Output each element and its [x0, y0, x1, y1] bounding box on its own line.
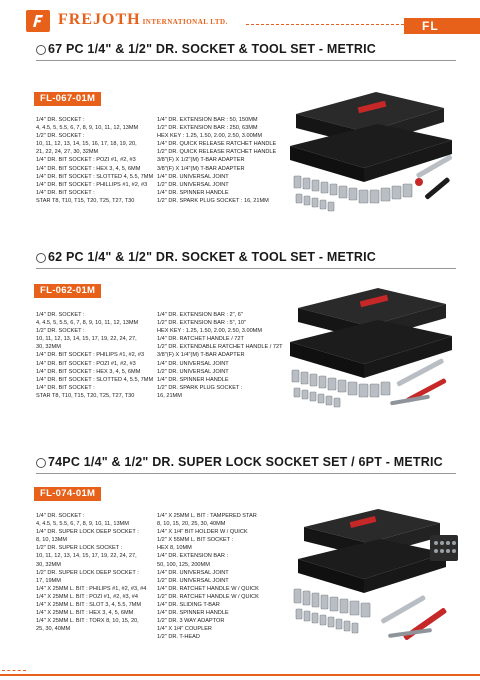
- spec-line: 1/2" DR. QUICK RELEASE RATCHET HANDLE: [157, 149, 277, 156]
- spec-line: 4, 4.5, 5, 5.5, 6, 7, 8, 9, 10, 11, 12, 13MM: [36, 320, 139, 327]
- product-photo: [286, 86, 456, 216]
- spec-line: 1/4" DR. SOCKET :: [36, 312, 85, 318]
- spec-line: 1/2" DR. UNIVERSAL JOINT: [157, 368, 229, 375]
- spec-line: 1/4" X 1/4" COUPLER: [157, 626, 212, 633]
- spec-line: 1/4" DR. BIT SOCKET :: [36, 384, 95, 391]
- section-divider: [36, 268, 456, 269]
- model-badge: FL-074-01M: [34, 487, 101, 501]
- spec-line: 1/4" DR. QUICK RELEASE RATCHET HANDLE: [157, 141, 277, 148]
- bullet-circle-icon: [36, 253, 46, 263]
- spec-line: 21, 22, 24, 27, 30, 32MM: [36, 149, 99, 156]
- spec-line: 1/2" DR. SUPER LOCK DEEP SOCKET :: [36, 569, 139, 576]
- product-photo: [286, 284, 456, 414]
- bullet-circle-icon: [36, 45, 46, 55]
- spec-line: 1/4" X 25MM L. BIT : TORX 8, 10, 15, 20,: [36, 618, 139, 625]
- spec-line: 1/4" DR. BIT SOCKET : SLOTTED 4, 5.5, 7MM: [36, 173, 154, 180]
- spec-line: 1/2" DR. SPARK PLUG SOCKET : 16, 21MM: [157, 197, 269, 204]
- page-header: [0, 0, 480, 40]
- spec-line: 1/4" DR. SPINNER HANDLE: [157, 610, 229, 617]
- spec-line: 10, 11, 12, 13, 14, 15, 17, 19, 22, 24, 27,: [36, 336, 137, 343]
- spec-line: 30, 32MM: [36, 561, 61, 568]
- spec-line: 3/8"(F) X 1/4"(M) T-BAR ADAPTER: [157, 165, 245, 172]
- spec-line: 3/8"(F) X 1/2"(M) T-BAR ADAPTER: [157, 157, 245, 164]
- spec-line: 1/4" X 25MM L. BIT : TAMPERED STAR: [157, 513, 257, 519]
- spec-line: 1/4" DR. BIT SOCKET : POZI #1, #2, #3: [36, 360, 136, 367]
- spec-line: HEX KEY : 1.25, 1.50, 2.00, 2.50, 3.00MM: [157, 133, 262, 140]
- spec-line: 1/4" DR. UNIVERSAL JOINT: [157, 173, 229, 180]
- spec-line: 3/8"(F) X 1/4"(M) T-BAR ADAPTER: [157, 352, 245, 359]
- spec-line: 1/4" DR. SLIDING T-BAR: [157, 602, 220, 609]
- spec-line: 1/4" DR. SPINNER HANDLE: [157, 376, 229, 383]
- model-badge: FL-067-01M: [34, 92, 101, 106]
- spec-list-right: [157, 512, 259, 642]
- spec-line: 1/4" X 25MM L. BIT : POZI #1, #2, #3, #4: [36, 593, 138, 600]
- spec-line: 1/4" X 25MM L. BIT : PHILIPS #1, #2, #3, #4: [36, 585, 147, 592]
- spec-line: 1/4" DR. BIT SOCKET : POZI #1, #2, #3: [36, 157, 136, 164]
- spec-line: 10, 11, 12, 13, 14, 15, 17, 19, 22, 24, 27,: [36, 553, 137, 560]
- spec-line: STAR T8, T10, T15, T20, T25, T27, T30: [36, 392, 135, 399]
- section-title: 62 PC 1/4" & 1/2" DR. SOCKET & TOOL SET - METRIC: [36, 250, 376, 266]
- spec-line: 1/4" DR. RATCHET HANDLE / 72T: [157, 336, 244, 343]
- spec-line: 8, 10, 15, 20, 25, 30, 40MM: [157, 521, 226, 528]
- spec-line: 1/4" DR. BIT SOCKET : HEX 3, 4, 5, 6MM: [36, 368, 141, 375]
- spec-line: 1/4" DR. SOCKET :: [36, 513, 85, 519]
- spec-line: 1/4" DR. UNIVERSAL JOINT: [157, 569, 229, 576]
- brand-logo: [26, 10, 50, 32]
- product-photo: [290, 505, 460, 645]
- spec-list-left: [36, 512, 146, 633]
- section-divider: [36, 60, 456, 61]
- spec-line: 1/4" DR. SOCKET :: [36, 117, 85, 123]
- spec-line: 1/2" X 55MM L. BIT SOCKET :: [157, 537, 234, 544]
- spec-line: 1/2" DR. EXTENSION BAR : 5", 10": [157, 320, 246, 327]
- spec-list-left: [36, 311, 153, 400]
- spec-line: 1/4" X 25MM L. BIT : SLOT 3, 4, 5.5, 7MM: [36, 602, 141, 609]
- spec-line: 10, 11, 12, 13, 14, 15, 16, 17, 18, 19, 20,: [36, 141, 137, 148]
- logo-mark-icon: [29, 12, 47, 30]
- spec-line: 50, 100, 125, 200MM: [157, 561, 210, 568]
- spec-line: STAR T8, T10, T15, T20, T25, T27, T30: [36, 197, 135, 204]
- spec-line: 1/2" DR. T-HEAD: [157, 634, 200, 641]
- spec-line: 1/4" DR. EXTENSION BAR : 2", 6": [157, 312, 243, 318]
- spec-line: 1/4" DR. BIT SOCKET : HEX 3, 4, 5, 6MM: [36, 165, 141, 172]
- spec-line: 8, 10, 13MM: [36, 537, 68, 544]
- model-badge: FL-062-01M: [34, 284, 101, 298]
- spec-line: 1/4" DR. EXTENSION BAR :: [157, 553, 228, 560]
- spec-line: 30, 32MM: [36, 344, 61, 351]
- spec-line: 16, 21MM: [157, 392, 182, 399]
- section-title: 67 PC 1/4" & 1/2" DR. SOCKET & TOOL SET - METRIC: [36, 42, 376, 58]
- section-tab: FL: [404, 18, 480, 34]
- spec-line: HEX KEY : 1.25, 1.50, 2.00, 2.50, 3.00MM: [157, 328, 262, 335]
- footer-rule: [0, 674, 480, 676]
- header-divider: [246, 24, 404, 25]
- spec-list-right: [157, 311, 283, 400]
- spec-line: 17, 19MM: [36, 577, 61, 584]
- spec-line: 1/2" DR. 3 WAY ADAPTOR: [157, 618, 225, 625]
- spec-line: 1/4" DR. SUPER LOCK DEEP SOCKET :: [36, 529, 139, 536]
- spec-line: 1/2" DR. SOCKET :: [36, 133, 85, 140]
- spec-line: 1/4" DR. EXTENSION BAR : 50, 150MM: [157, 117, 258, 123]
- spec-line: 1/2" DR. RATCHET HANDLE W / QUICK: [157, 593, 259, 600]
- spec-list-right: [157, 116, 276, 205]
- spec-line: 1/2" DR. EXTENSION BAR : 250, 63MM: [157, 125, 258, 132]
- section-divider: [36, 473, 456, 474]
- spec-line: HEX 8, 10MM: [157, 545, 192, 552]
- spec-line: 1/4" DR. SPINNER HANDLE: [157, 189, 229, 196]
- spec-line: 1/2" DR. SPARK PLUG SOCKET :: [157, 384, 243, 391]
- spec-line: 1/2" DR. SUPER LOCK SOCKET :: [36, 545, 123, 552]
- spec-line: 1/4" DR. BIT SOCKET : PHILLIPS #1, #2, #3: [36, 181, 148, 188]
- section-title: 74PC 1/4" & 1/2" DR. SUPER LOCK SOCKET SET / 6PT - METRIC: [36, 455, 443, 471]
- spec-line: 1/4" X 1/4" BIT HOLDER W / QUICK: [157, 529, 248, 536]
- spec-line: 1/4" DR. BIT SOCKET : PHILIPS #1, #2, #3: [36, 352, 145, 359]
- spec-line: 1/2" DR. EXTENDABLE RATCHET HANDLE / 72T: [157, 344, 283, 351]
- spec-line: 1/4" DR. RATCHET HANDLE W / QUICK: [157, 585, 259, 592]
- spec-line: 1/2" DR. UNIVERSAL JOINT: [157, 577, 229, 584]
- spec-list-left: [36, 116, 153, 205]
- brand-suffix: INTERNATIONAL LTD.: [142, 18, 228, 26]
- spec-line: 1/2" DR. UNIVERSAL JOINT: [157, 181, 229, 188]
- spec-line: 25, 30, 40MM: [36, 626, 71, 633]
- brand-name: FREJOTH INTERNATIONAL LTD.: [58, 11, 228, 28]
- spec-line: 1/4" DR. UNIVERSAL JOINT: [157, 360, 229, 367]
- spec-line: 1/4" DR. BIT SOCKET : SLOTTED 4, 5.5, 7MM: [36, 376, 154, 383]
- spec-line: 4, 4.5, 5, 5.5, 6, 7, 8, 9, 10, 11, 13MM: [36, 521, 129, 528]
- spec-line: 1/4" DR. BIT SOCKET :: [36, 189, 95, 196]
- spec-line: 4, 4.5, 5, 5.5, 6, 7, 8, 9, 10, 11, 12, 13MM: [36, 125, 139, 132]
- spec-line: 1/4" X 25MM L. BIT : HEX 3, 4, 5, 6MM: [36, 610, 134, 617]
- bullet-circle-icon: [36, 458, 46, 468]
- spec-line: 1/2" DR. SOCKET :: [36, 328, 85, 335]
